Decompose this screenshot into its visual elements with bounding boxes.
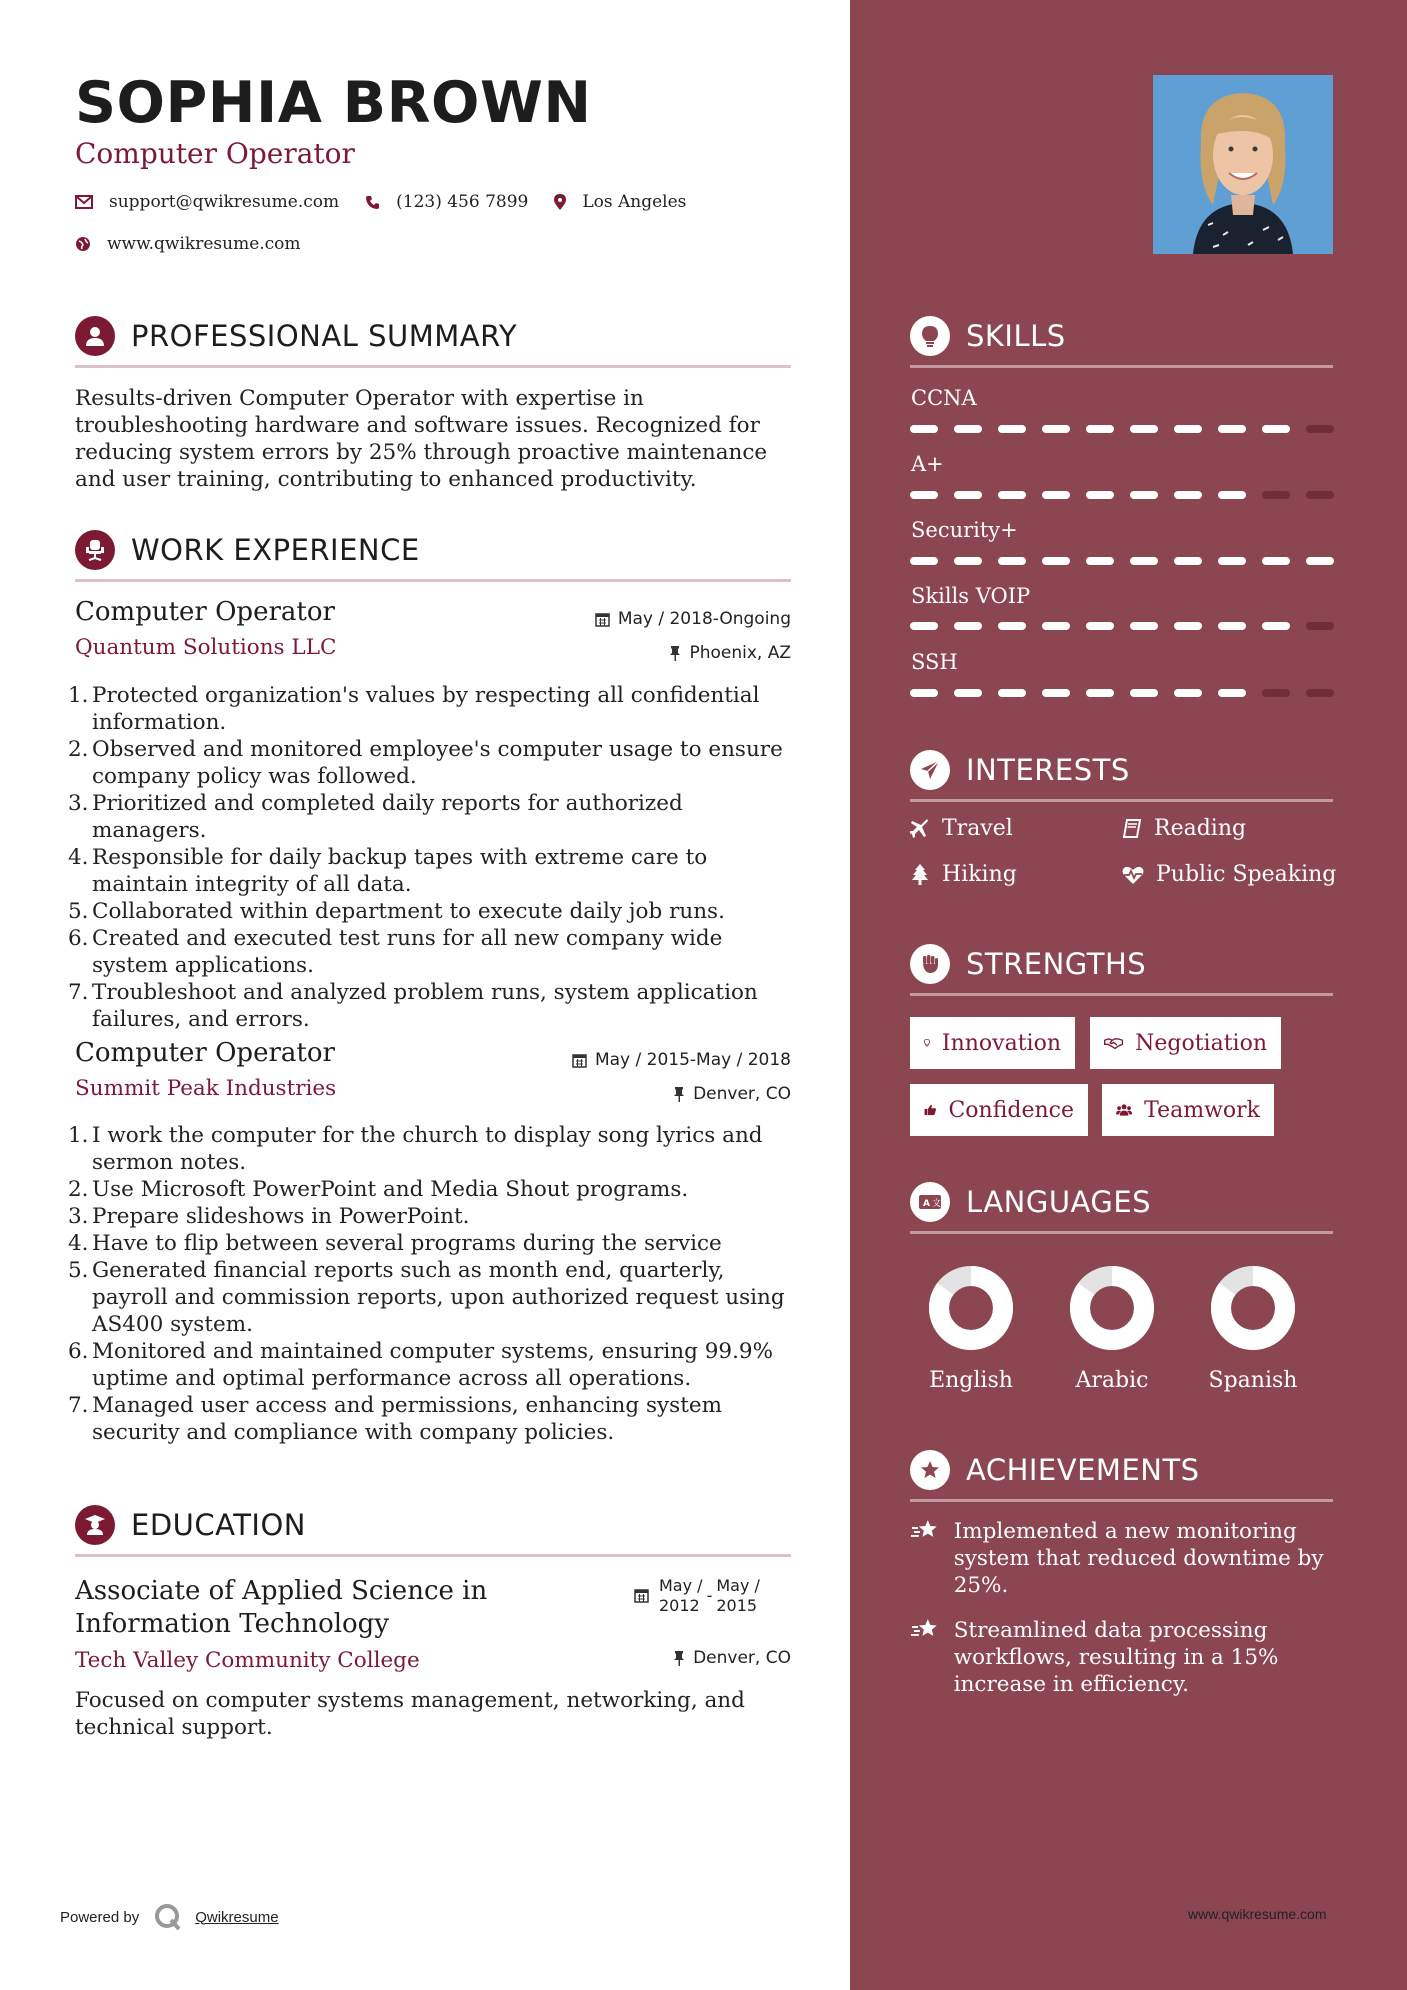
- footer-website[interactable]: www.qwikresume.com: [1188, 1906, 1327, 1922]
- list-item: 2. Use Microsoft PowerPoint and Media Shout programs.: [68, 1177, 689, 1202]
- lightbulb-icon: [910, 316, 950, 356]
- skill-segment: [910, 689, 938, 697]
- office-chair-icon: [75, 530, 115, 570]
- skill-segment: [1306, 557, 1334, 565]
- skill-segment: [1174, 622, 1202, 630]
- contact-phone[interactable]: [365, 192, 528, 212]
- graduate-icon: [75, 1505, 115, 1545]
- skills-heading: SKILLS: [966, 319, 1066, 353]
- paper-plane-icon: [910, 750, 950, 790]
- education-dates: May / 2012 - May / 2015: [634, 1576, 760, 1616]
- thumbs-up-icon: [924, 1100, 936, 1120]
- summary-heading: PROFESSIONAL SUMMARY: [131, 319, 518, 353]
- plane-icon: [910, 819, 930, 839]
- job-responsibilities: [68, 1122, 788, 1446]
- list-item: 5. Collaborated within department to execute daily job runs.: [68, 899, 725, 924]
- skill-segment: [1086, 622, 1114, 630]
- interest-item: Travel: [910, 816, 1013, 841]
- list-item: 5. Generated financial reports such as month end, quarterly, payroll and commission reports, upon authorized request using AS400 system.: [68, 1258, 785, 1337]
- skill-segment: [1130, 425, 1158, 433]
- achievements-heading: ACHIEVEMENTS: [966, 1453, 1200, 1487]
- education-section-header: [75, 1505, 791, 1557]
- job-title: Computer Operator: [75, 597, 335, 627]
- skill-segment: [910, 622, 938, 630]
- skill-segment: [1218, 622, 1246, 630]
- skill-segment: [1042, 425, 1070, 433]
- skill-segment: [1042, 491, 1070, 499]
- school-name: Tech Valley Community College: [75, 1648, 420, 1673]
- phone-text: (123) 456 7899: [396, 192, 529, 212]
- book-icon: [1122, 819, 1142, 839]
- skill-segment: [910, 557, 938, 565]
- strength-chip: Teamwork: [1102, 1084, 1274, 1136]
- skill-segment: [954, 557, 982, 565]
- education-heading: EDUCATION: [131, 1508, 307, 1542]
- skill-segment: [1218, 689, 1246, 697]
- strength-chip: Negotiation: [1090, 1017, 1281, 1069]
- strength-chip: Innovation: [910, 1017, 1075, 1069]
- summary-text: Results-driven Computer Operator with expertise in troubleshooting hardware and software issues. Recognized for reducing system errors by 25% through proactive maintenance and user training, contributing to enhanced productivity.: [75, 386, 768, 492]
- user-icon: [75, 316, 115, 356]
- job-responsibilities: [68, 682, 788, 1033]
- fist-icon: [910, 944, 950, 984]
- skill-segment: [954, 491, 982, 499]
- skill-segment: [1218, 557, 1246, 565]
- contact-website[interactable]: [75, 234, 301, 254]
- job-dates: May / 2015-May / 2018: [572, 1050, 791, 1070]
- contact-email[interactable]: [75, 192, 339, 212]
- summary-section-header: [75, 316, 791, 368]
- skill-segment: [1306, 622, 1334, 630]
- skill-segment: [1174, 557, 1202, 565]
- skill-segment: [910, 491, 938, 499]
- job-entry: [75, 597, 791, 667]
- skill-segment: [998, 491, 1026, 499]
- degree-title: Associate of Applied Science in Information Technology: [75, 1576, 488, 1639]
- interests-heading: INTERESTS: [966, 753, 1130, 787]
- svg-text:A: A: [923, 1199, 930, 1209]
- skill-segment: [1306, 491, 1334, 499]
- experience-section-header: [75, 530, 791, 582]
- map-marker-icon: [554, 194, 566, 210]
- qwikresume-link[interactable]: Qwikresume: [195, 1908, 279, 1926]
- interest-item: Public Speaking: [1122, 862, 1336, 887]
- skill-segment: [1042, 689, 1070, 697]
- svg-text:文: 文: [932, 1199, 942, 1209]
- language-donut: [928, 1265, 1014, 1351]
- achievement-item: Implemented a new monitoring system that reduced downtime by 25%.: [910, 1518, 1330, 1599]
- skill-segment: [1306, 425, 1334, 433]
- pushpin-icon: [669, 646, 681, 661]
- skill-segment: [1042, 622, 1070, 630]
- candidate-title: Computer Operator: [75, 137, 355, 170]
- globe-icon: [75, 236, 91, 252]
- skill-name: CCNA: [911, 386, 977, 410]
- skill-name: SSH: [911, 650, 958, 674]
- skill-segment: [1086, 557, 1114, 565]
- list-item: 2. Observed and monitored employee's computer usage to ensure company policy was followed.: [68, 737, 783, 789]
- achievement-item: Streamlined data processing workflows, resulting in a 15% increase in efficiency.: [910, 1617, 1330, 1698]
- candidate-name: SOPHIA BROWN: [75, 70, 592, 136]
- strengths-section-header: [910, 944, 1333, 996]
- language-donut: [1069, 1265, 1155, 1351]
- contact-row: [75, 192, 712, 212]
- list-item: 1. I work the computer for the church to display song lyrics and sermon notes.: [68, 1123, 763, 1175]
- languages-section-header: [910, 1182, 1333, 1234]
- skill-name: Skills VOIP: [911, 584, 1031, 608]
- list-item: 7. Managed user access and permissions, enhancing system security and compliance with company policies.: [68, 1393, 722, 1445]
- website-row: [75, 234, 327, 254]
- skill-segment: [1130, 491, 1158, 499]
- skill-segment: [998, 425, 1026, 433]
- skill-level-bar: [910, 491, 1350, 499]
- interests-section-header: [910, 750, 1333, 802]
- skill-segment: [1262, 622, 1290, 630]
- job-company: Quantum Solutions LLC: [75, 635, 337, 660]
- skill-segment: [1042, 557, 1070, 565]
- profile-photo: [1153, 75, 1333, 254]
- skill-level-bar: [910, 557, 1350, 565]
- list-item: 7. Troubleshoot and analyzed problem runs, system application failures, and errors.: [68, 980, 758, 1032]
- skill-segment: [998, 689, 1026, 697]
- skill-segment: [1130, 689, 1158, 697]
- skill-segment: [1130, 557, 1158, 565]
- language-donut: [1210, 1265, 1296, 1351]
- language-label: Arabic: [1075, 1368, 1149, 1393]
- skill-segment: [1174, 425, 1202, 433]
- contact-location: [554, 192, 686, 212]
- skill-segment: [1262, 557, 1290, 565]
- list-item: 3. Prepare slideshows in PowerPoint.: [68, 1204, 470, 1229]
- location-text: Los Angeles: [582, 192, 687, 212]
- powered-by: Powered by Qwikresume: [60, 1902, 279, 1932]
- skill-segment: [954, 622, 982, 630]
- handshake-icon: [1104, 1034, 1123, 1052]
- skill-segment: [1262, 425, 1290, 433]
- education-description: Focused on computer systems management, networking, and technical support.: [75, 1688, 745, 1740]
- qwikresume-logo-icon: [153, 1902, 183, 1932]
- job-title: Computer Operator: [75, 1038, 335, 1068]
- calendar-icon: [634, 1588, 649, 1603]
- skill-segment: [954, 689, 982, 697]
- languages-heading: LANGUAGES: [966, 1185, 1152, 1219]
- achievements-section-header: [910, 1450, 1333, 1502]
- job-location: Phoenix, AZ: [669, 643, 791, 663]
- language-label: Spanish: [1208, 1368, 1298, 1393]
- list-item: 4. Responsible for daily backup tapes with extreme care to maintain integrity of all data.: [68, 845, 708, 897]
- skill-segment: [1218, 425, 1246, 433]
- shooting-star-icon: [910, 1617, 940, 1641]
- pushpin-icon: [673, 1087, 685, 1102]
- list-item: 3. Prioritized and completed daily reports for authorized managers.: [68, 791, 683, 843]
- education-location: Denver, CO: [673, 1648, 791, 1668]
- skill-segment: [1086, 425, 1114, 433]
- list-item: 6. Created and executed test runs for all new company wide system applications.: [68, 926, 723, 978]
- skill-level-bar: [910, 689, 1350, 697]
- job-dates: May / 2018-Ongoing: [595, 609, 791, 629]
- skill-segment: [1306, 689, 1334, 697]
- star-badge-icon: [910, 1450, 950, 1490]
- skills-section-header: [910, 316, 1333, 368]
- skill-segment: [998, 622, 1026, 630]
- envelope-icon: [75, 195, 93, 209]
- interest-item: Hiking: [910, 862, 1017, 887]
- skill-name: Security+: [911, 518, 1018, 542]
- skill-segment: [1130, 622, 1158, 630]
- experience-heading: WORK EXPERIENCE: [131, 533, 420, 567]
- skill-segment: [1262, 491, 1290, 499]
- strengths-heading: STRENGTHS: [966, 947, 1147, 981]
- list-item: 4. Have to flip between several programs during the service: [68, 1231, 722, 1256]
- list-item: 1. Protected organization's values by respecting all confidential information.: [68, 683, 760, 735]
- website-text: www.qwikresume.com: [107, 234, 301, 254]
- phone-icon: [365, 195, 380, 210]
- skill-segment: [1086, 491, 1114, 499]
- shooting-star-icon: [910, 1518, 940, 1542]
- skill-segment: [1086, 689, 1114, 697]
- skill-segment: [1218, 491, 1246, 499]
- skill-segment: [1262, 689, 1290, 697]
- calendar-icon: [595, 612, 610, 627]
- email-text: support@qwikresume.com: [109, 192, 340, 212]
- skill-segment: [1174, 491, 1202, 499]
- skill-level-bar: [910, 425, 1350, 433]
- users-icon: [1116, 1100, 1132, 1120]
- language-icon: [910, 1182, 950, 1222]
- skill-name: A+: [911, 452, 944, 476]
- skill-segment: [998, 557, 1026, 565]
- heartbeat-icon: [1122, 865, 1144, 885]
- job-company: Summit Peak Industries: [75, 1076, 337, 1101]
- list-item: 6. Monitored and maintained computer systems, ensuring 99.9% uptime and optimal performance across all operations.: [68, 1339, 774, 1391]
- skill-segment: [954, 425, 982, 433]
- skill-segment: [910, 425, 938, 433]
- interest-item: Reading: [1122, 816, 1246, 841]
- skill-level-bar: [910, 622, 1350, 630]
- calendar-icon: [572, 1053, 587, 1068]
- job-location: Denver, CO: [673, 1084, 791, 1104]
- pushpin-icon: [673, 1651, 685, 1666]
- language-label: English: [929, 1368, 1013, 1393]
- skill-segment: [1174, 689, 1202, 697]
- lightbulb-icon: [924, 1032, 930, 1054]
- job-entry: [75, 1038, 791, 1108]
- tree-icon: [910, 864, 930, 886]
- strength-chip: Confidence: [910, 1084, 1088, 1136]
